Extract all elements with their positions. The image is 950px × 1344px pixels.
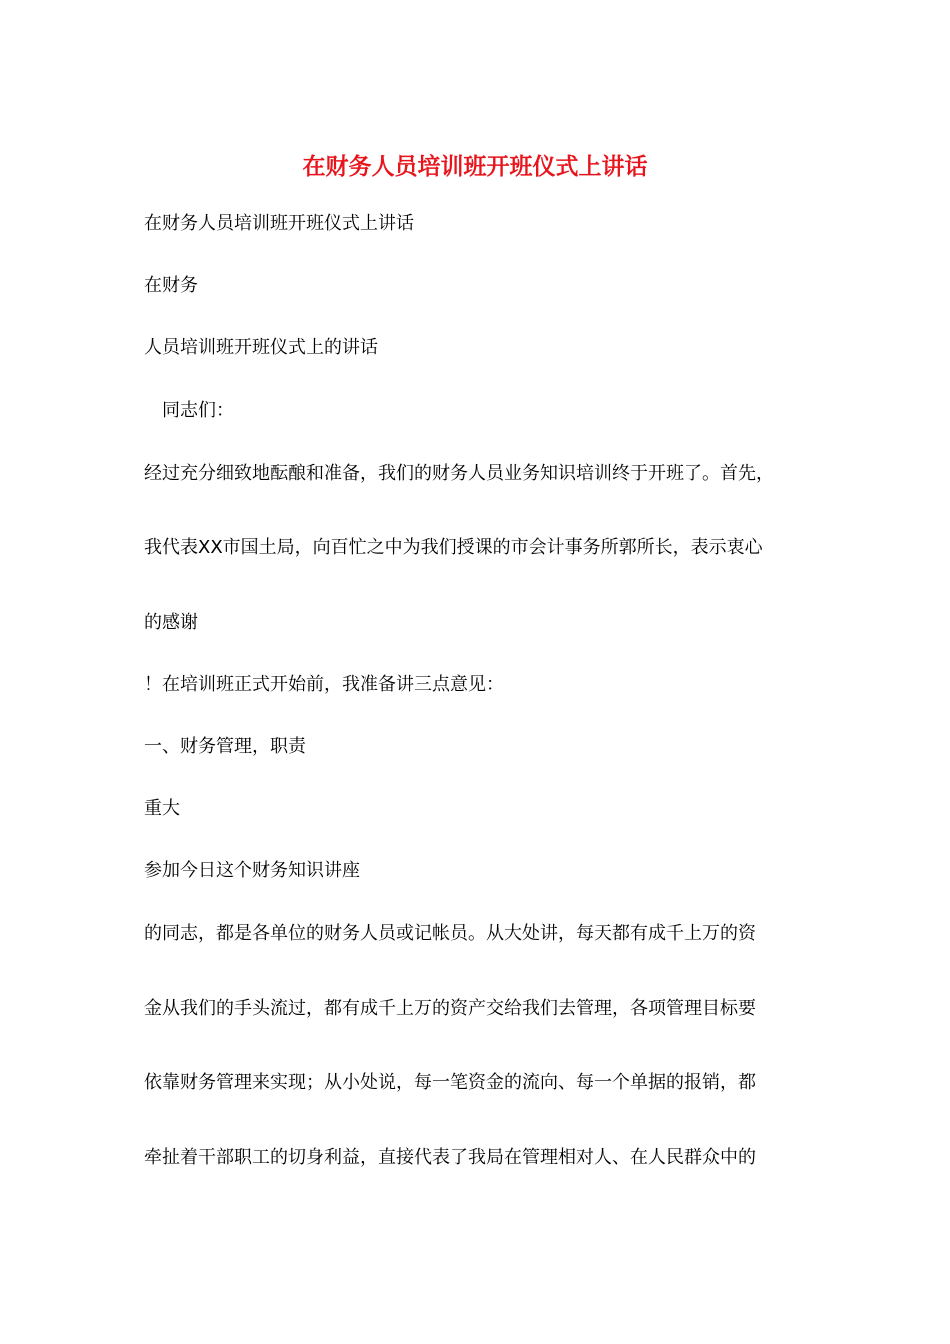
text-line: 金从我们的手头流过，都有成千上万的资产交给我们去管理，各项管理目标要 bbox=[144, 998, 756, 1019]
text-line: 在财务 bbox=[144, 275, 198, 296]
text-line: 人员培训班开班仪式上的讲话 bbox=[144, 337, 378, 358]
text-line: 的同志，都是各单位的财务人员或记帐员。从大处讲，每天都有成千上万的资 bbox=[144, 923, 756, 944]
text-line: 一、财务管理，职责 bbox=[144, 736, 306, 757]
text-line: 参加今日这个财务知识讲座 bbox=[144, 860, 360, 881]
text-line: 牵扯着干部职工的切身利益，直接代表了我局在管理相对人、在人民群众中的 bbox=[144, 1147, 756, 1168]
text-line: 经过充分细致地酝酿和准备，我们的财务人员业务知识培训终于开班了。首先， bbox=[144, 463, 774, 484]
text-line: 我代表ⅩⅩ市国土局，向百忙之中为我们授课的市会计事务所郭所长，表示衷心 bbox=[144, 537, 763, 558]
text-line: 同志们： bbox=[144, 400, 234, 421]
text-line: ！在培训班正式开始前，我准备讲三点意见： bbox=[144, 674, 504, 695]
text-line: 在财务人员培训班开班仪式上讲话 bbox=[144, 213, 414, 234]
text-line: 重大 bbox=[144, 798, 180, 819]
text-line: 的感谢 bbox=[144, 612, 198, 633]
document-title: 在财务人员培训班开班仪式上讲话 bbox=[302, 153, 648, 180]
text-line: 依靠财务管理来实现；从小处说，每一笔资金的流向、每一个单据的报销，都 bbox=[144, 1072, 756, 1093]
